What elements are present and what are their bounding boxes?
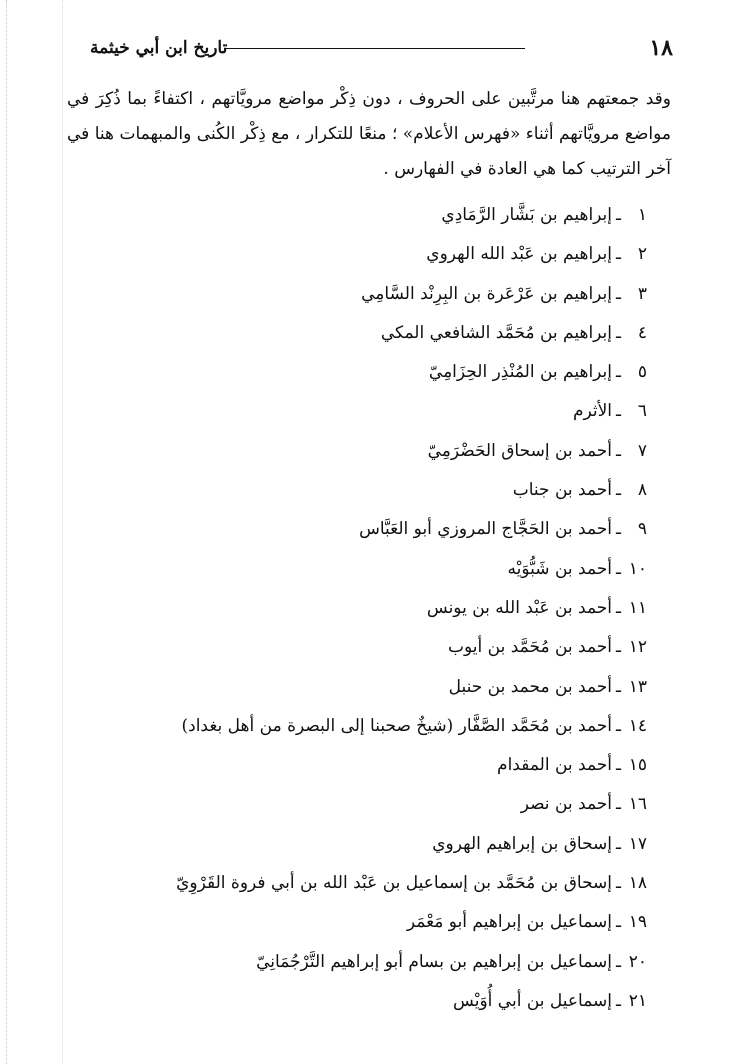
entry-dash: ـ [616,519,621,540]
entry-name: إبراهيم بن عَرْعَرة بن البِرِنْد السَّامِي [361,283,613,304]
entry-name: أحمد بن مُحَمَّد الصَّفَّار (شيخٌ صحبنا إلى البصرة من أهل بغداد) [181,715,613,736]
entry-dash: ـ [616,283,621,304]
list-item [87,392,647,431]
entry-dash: ـ [616,244,621,265]
entry-dash: ـ [616,715,621,736]
entry-name: أحمد بن جناب [512,480,613,501]
entry-name: أحمد بن شَبُّوَيْه [507,558,613,579]
entry-number: ١١ [628,597,647,618]
entry-dash: ـ [616,480,621,501]
list-item [87,668,647,707]
entry-dash: ـ [616,440,621,461]
entry-name: إبراهيم بن بَشَّار الرَّمَادِي [441,205,613,225]
entry-number: ١٥ [628,755,647,776]
entry-dash: ـ [616,951,621,972]
entry-name: أحمد بن إسحاق الحَضْرَمِيّ [427,440,613,461]
entry-name: إبراهيم بن مُحَمَّد الشافعي المكي [380,322,613,343]
list-item [87,982,647,1021]
page-header [90,34,673,64]
narrators-list [87,196,647,1021]
list-item [87,864,647,903]
entry-number: ١٦ [628,794,647,815]
entry-number: ١٣ [628,676,647,697]
entry-number: ٩ [637,519,647,540]
entry-dash: ـ [616,205,621,225]
entry-number: ١٧ [628,833,647,854]
list-item [87,589,647,628]
entry-dash: ـ [616,401,621,422]
list-item [87,943,647,982]
list-item [87,196,647,235]
entry-number: ١٨ [628,873,647,894]
list-item [87,353,647,392]
list-item [87,628,647,667]
entry-name: أحمد بن محمد بن حنبل [448,676,613,697]
entry-dash: ـ [616,794,621,815]
entry-name: أحمد بن مُحَمَّد بن أيوب [448,637,613,658]
list-item [87,903,647,942]
entry-name: إسماعيل بن أبي أُوَيْس [453,990,613,1011]
entry-number: ٢٠ [628,951,647,972]
entry-number: ٣ [637,283,647,304]
scan-edge-line [6,0,7,1064]
entry-number: ١ [637,205,647,225]
entry-number: ٧ [637,440,647,461]
entry-number: ٢ [637,244,647,265]
entry-name: إسماعيل بن إبراهيم أبو مَعْمَر [406,912,613,933]
entry-dash: ـ [616,597,621,618]
entry-name: إسحاق بن مُحَمَّد بن إسماعيل بن عَبْد الله بن أبي فروة القَرْوِيّ [176,873,613,894]
entry-dash: ـ [616,912,621,933]
page-number: ١٨ [649,35,673,61]
list-item [87,471,647,510]
entry-dash: ـ [616,362,621,383]
list-item [87,432,647,471]
entry-dash: ـ [616,637,621,658]
header-rule [226,48,525,49]
entry-name: أحمد بن المقدام [497,755,613,776]
entry-number: ١٩ [628,912,647,933]
entry-name: إبراهيم بن المُنْذِر الحِزَامِيّ [428,362,613,383]
entry-number: ٥ [637,362,647,383]
list-item [87,235,647,274]
intro-text: وقد جمعتهم هنا مرتَّبين على الحروف ، دون ذِكْر مواضع مرويَّاتهم ، اكتفاءً بما ذُكِرَ في مواضع مرويَّاتهم أثناء «فهرس الأعلام» ؛ منعًا للتكرار ، مع ذِكْر الكُنى والمبهمات هنا في آخر الترتيب كما هي العادة في الفهارس . [67,89,671,179]
list-item [87,785,647,824]
list-item [87,825,647,864]
list-item [87,275,647,314]
list-item [87,550,647,589]
entry-dash: ـ [616,833,621,854]
entry-number: ٨ [637,480,647,501]
entry-dash: ـ [616,322,621,343]
list-item [87,746,647,785]
list-item [87,707,647,746]
running-title: تاريخ ابن أبي خيثمة [90,38,228,58]
entry-name: إبراهيم بن عَبْد الله الهروي [426,244,613,265]
entry-name: إسماعيل بن إبراهيم بن بسام أبو إبراهيم التَّرْجُمَانِيّ [256,951,613,972]
entry-name: إسحاق بن إبراهيم الهروي [432,833,613,854]
entry-dash: ـ [616,990,621,1011]
entry-number: ١٠ [628,558,647,579]
entry-dash: ـ [616,873,621,894]
entry-number: ٦ [637,401,647,422]
entry-name: أحمد بن عَبْد الله بن يونس [426,597,613,618]
entry-name: أحمد بن نصر [520,794,613,815]
entry-number: ١٢ [628,637,647,658]
intro-paragraph [67,82,671,187]
entry-number: ٢١ [628,990,647,1011]
list-item [87,314,647,353]
entry-number: ١٤ [628,715,647,736]
entry-number: ٤ [637,322,647,343]
entry-dash: ـ [616,676,621,697]
entry-dash: ـ [616,755,621,776]
entry-name: أحمد بن الحَجَّاج المروزي أبو العَبَّاس [359,519,613,540]
list-item [87,510,647,549]
entry-dash: ـ [616,558,621,579]
scan-margin-line [62,0,63,1064]
entry-name: الأثرم [572,401,613,422]
